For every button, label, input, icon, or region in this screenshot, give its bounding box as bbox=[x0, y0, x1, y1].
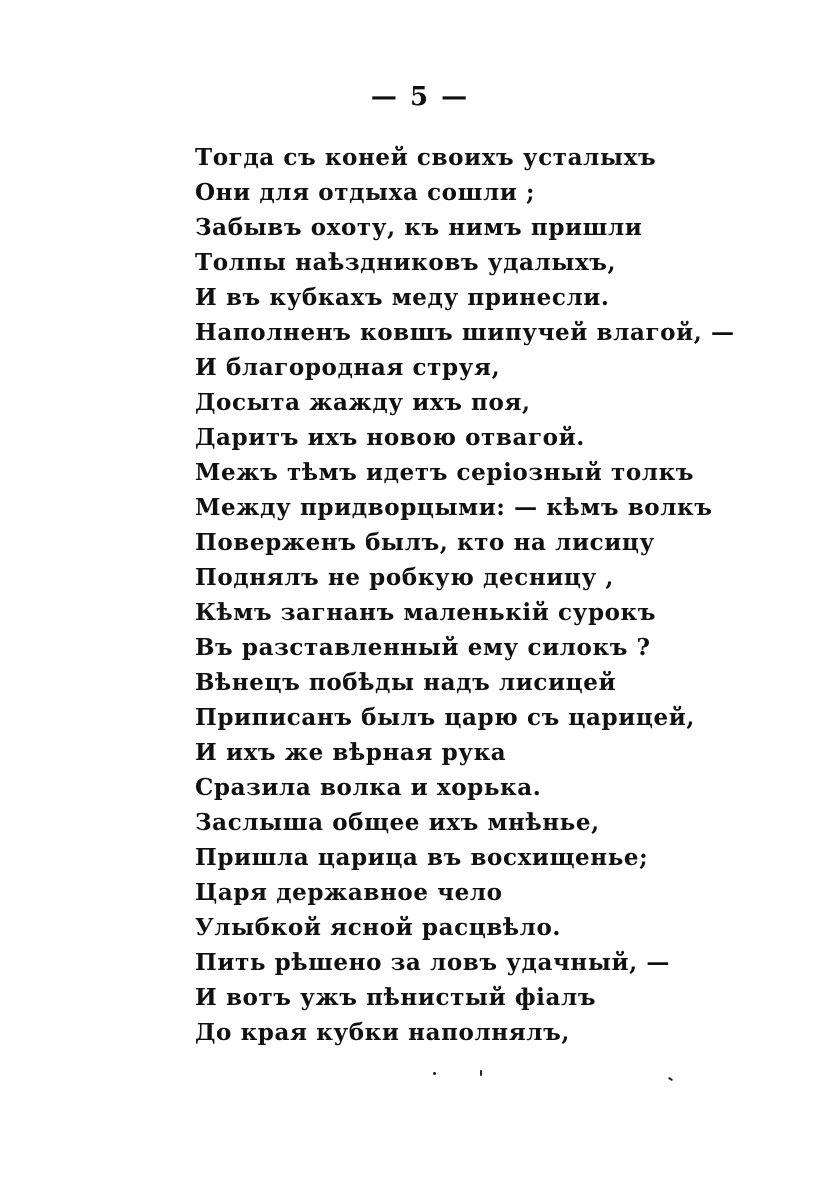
scan-speck bbox=[480, 1070, 482, 1076]
poem-line: Поверженъ былъ, кто на лисицу bbox=[195, 529, 655, 556]
poem-line: Вѣнецъ побѣды надъ лисицей bbox=[195, 669, 617, 696]
poem-line: И вотъ ужъ пѣнистый фіалъ bbox=[195, 984, 597, 1011]
poem-line: Межъ тѣмъ идетъ серіозный толкъ bbox=[195, 459, 695, 486]
poem-line: Наполненъ ковшъ шипучей влагой, — bbox=[195, 319, 735, 346]
page-number: — 5 — bbox=[370, 82, 470, 112]
poem-line: И въ кубкахъ меду принесли. bbox=[195, 284, 610, 311]
poem-line: Заслыша общее ихъ мнѣнье, bbox=[195, 809, 600, 836]
poem-line: Приписанъ былъ царю съ царицей, bbox=[195, 704, 695, 731]
poem-line: Тогда съ коней своихъ усталыхъ bbox=[195, 144, 657, 171]
poem-line: Даритъ ихъ новою отвагой. bbox=[195, 424, 585, 451]
poem-line: И ихъ же вѣрная рука bbox=[195, 739, 507, 766]
poem-line: Пришла царица въ восхищенье; bbox=[195, 844, 649, 871]
poem-line: Они для отдыха сошли ; bbox=[195, 179, 536, 206]
scan-speck bbox=[668, 1077, 673, 1082]
poem-line: Царя державное чело bbox=[195, 879, 503, 906]
poem-line: Поднялъ не робкую десницу , bbox=[195, 564, 615, 591]
poem-line: Сразила волка и хорька. bbox=[195, 774, 542, 801]
poem-line: Досыта жажду ихъ поя, bbox=[195, 389, 531, 416]
poem-line: Пить рѣшено за ловъ удачный, — bbox=[195, 949, 670, 976]
poem-line: Кѣмъ загнанъ маленькій сурокъ bbox=[195, 599, 657, 626]
poem-line: Забывъ охоту, къ нимъ пришли bbox=[195, 214, 643, 241]
poem-line: Между придворцыми: — кѣмъ волкъ bbox=[195, 494, 713, 521]
poem-line: Толпы наѣздниковъ удалыхъ, bbox=[195, 249, 617, 276]
poem-text bbox=[195, 140, 755, 1050]
scan-speck bbox=[433, 1072, 436, 1075]
poem-line: И благородная струя, bbox=[195, 354, 501, 381]
poem-line: До края кубки наполнялъ, bbox=[195, 1019, 570, 1046]
poem-line: Улыбкой ясной расцвѣло. bbox=[195, 914, 562, 941]
poem-line: Въ разставленный ему силокъ ? bbox=[195, 634, 651, 661]
